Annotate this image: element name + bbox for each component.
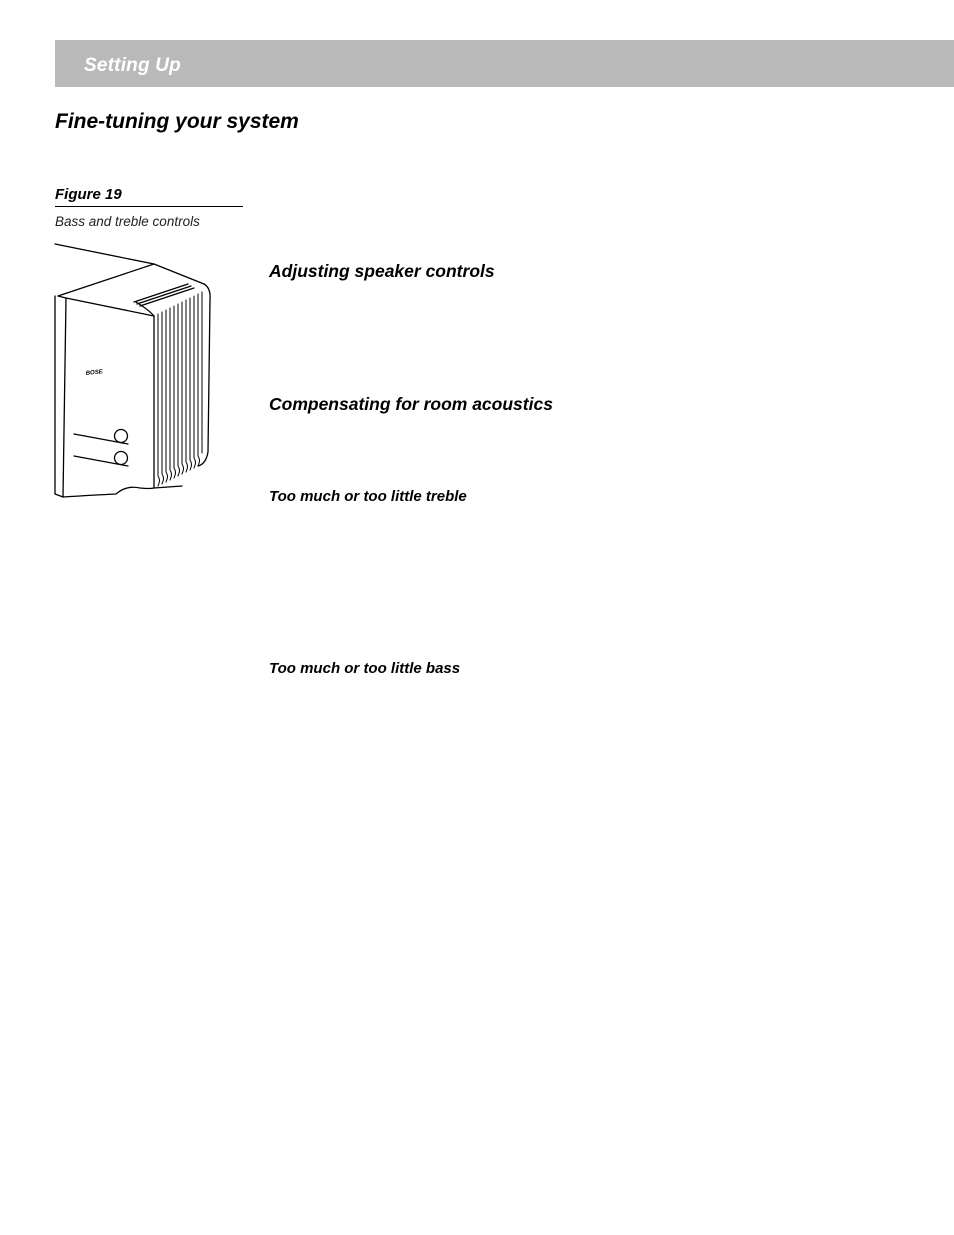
- bass-control-knob: [115, 452, 128, 465]
- svg-text:BOSE: BOSE: [85, 369, 104, 377]
- heading-compensating-room-acoustics: Compensating for room acoustics: [269, 394, 553, 414]
- treble-control-knob: [115, 430, 128, 443]
- subheading-bass: Too much or too little bass: [269, 660, 461, 677]
- section-header-title: Setting Up: [84, 55, 181, 76]
- speaker-icon: [54, 240, 214, 506]
- page-title: Fine-tuning your system: [55, 110, 299, 133]
- heading-adjusting-speaker-controls: Adjusting speaker controls: [269, 261, 495, 281]
- figure-caption: Bass and treble controls: [55, 214, 200, 229]
- figure-label: Figure 19: [55, 186, 243, 207]
- section-header-band: [55, 40, 954, 87]
- subheading-treble: Too much or too little treble: [269, 488, 467, 505]
- bose-logo: [86, 369, 105, 377]
